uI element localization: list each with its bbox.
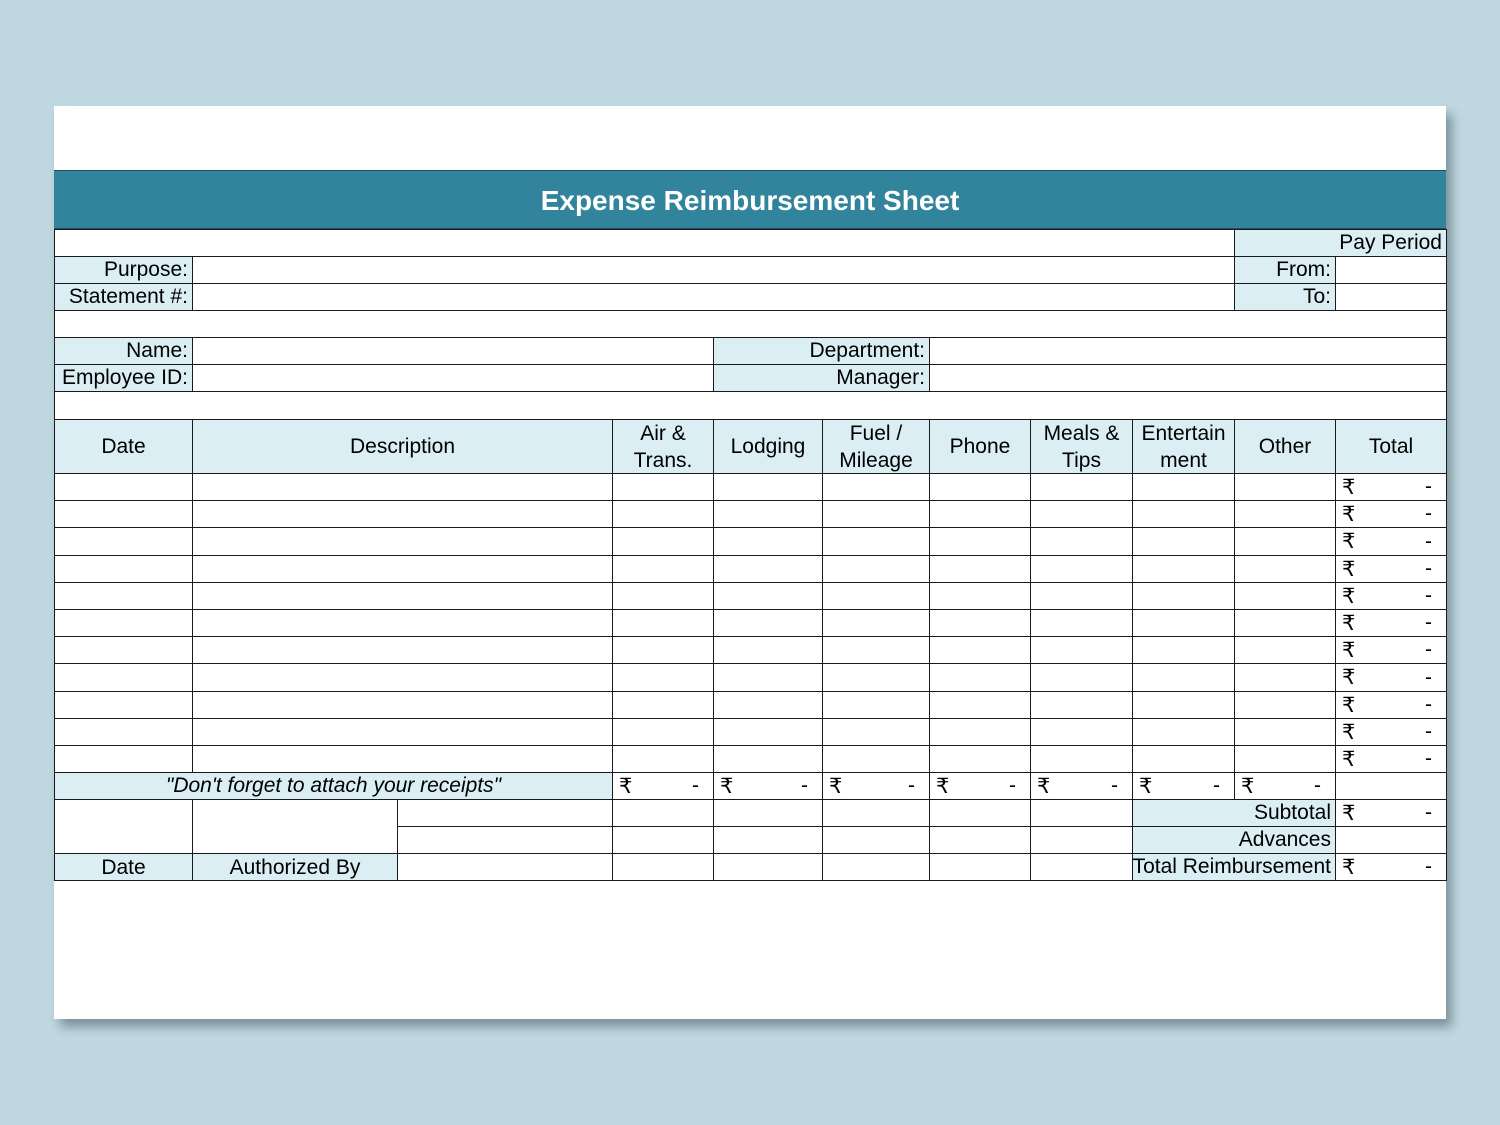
currency-symbol: ₹ xyxy=(619,774,633,798)
table-cell-air-trans[interactable] xyxy=(612,555,714,583)
table-cell-meals-tips[interactable] xyxy=(1030,609,1133,637)
currency-symbol: ₹ xyxy=(1342,557,1356,581)
table-cell-entertainment[interactable] xyxy=(1132,609,1235,637)
column-total-lodging xyxy=(713,772,823,800)
table-cell-meals-tips[interactable] xyxy=(1030,555,1133,583)
table-cell-air-trans[interactable] xyxy=(612,527,714,556)
blank-cell xyxy=(822,853,930,881)
table-cell-lodging[interactable] xyxy=(713,718,823,746)
table-cell-meals-tips[interactable] xyxy=(1030,636,1133,664)
table-cell-entertainment[interactable] xyxy=(1132,473,1235,501)
table-cell-date[interactable] xyxy=(54,718,193,746)
column-header-lodging: Lodging xyxy=(713,419,823,474)
amount-value: - xyxy=(692,774,699,797)
table-cell-meals-tips[interactable] xyxy=(1030,500,1133,528)
blank-row xyxy=(54,391,1447,420)
table-cell-other[interactable] xyxy=(1234,500,1336,528)
row-total-cell xyxy=(1335,636,1447,664)
row-total-cell xyxy=(1335,582,1447,610)
sheet-title: Expense Reimbursement Sheet xyxy=(54,170,1446,229)
table-cell-fuel-mileage[interactable] xyxy=(822,636,930,664)
currency-symbol: ₹ xyxy=(936,774,950,798)
table-cell-meals-tips[interactable] xyxy=(1030,745,1133,773)
to-field[interactable] xyxy=(1335,283,1447,311)
amount-value: - xyxy=(1314,774,1321,797)
column-total-fuel-mileage xyxy=(822,772,930,800)
currency-symbol: ₹ xyxy=(1342,747,1356,771)
blank-row xyxy=(54,310,1447,338)
currency-symbol: ₹ xyxy=(1342,502,1356,526)
blank-cell xyxy=(822,799,930,827)
column-total-other xyxy=(1234,772,1336,800)
column-total-air-trans xyxy=(612,772,714,800)
table-cell-date[interactable] xyxy=(54,745,193,773)
table-cell-air-trans[interactable] xyxy=(612,691,714,719)
amount-value: - xyxy=(1425,801,1432,824)
currency-symbol: ₹ xyxy=(829,774,843,798)
table-cell-entertainment[interactable] xyxy=(1132,636,1235,664)
table-cell-date[interactable] xyxy=(54,473,193,501)
table-cell-description[interactable] xyxy=(192,527,613,556)
column-header-entertainment: Entertain ment xyxy=(1132,419,1235,474)
table-cell-date[interactable] xyxy=(54,582,193,610)
column-total-entertainment xyxy=(1132,772,1235,800)
table-cell-air-trans[interactable] xyxy=(612,582,714,610)
row-total-cell xyxy=(1335,691,1447,719)
name-label: Name: xyxy=(54,337,193,365)
table-cell-other[interactable] xyxy=(1234,718,1336,746)
table-cell-lodging[interactable] xyxy=(713,663,823,692)
blank-cell xyxy=(612,799,714,827)
employee-id-label: Employee ID: xyxy=(54,364,193,392)
blank-cell xyxy=(713,853,823,881)
table-cell-description[interactable] xyxy=(192,555,613,583)
currency-symbol: ₹ xyxy=(1342,475,1356,499)
table-cell-fuel-mileage[interactable] xyxy=(822,691,930,719)
table-cell-date[interactable] xyxy=(54,636,193,664)
amount-value: - xyxy=(1425,475,1432,498)
column-header-phone: Phone xyxy=(929,419,1031,474)
table-cell-air-trans[interactable] xyxy=(612,473,714,501)
blank-row xyxy=(54,229,1235,257)
table-cell-entertainment[interactable] xyxy=(1132,718,1235,746)
currency-symbol: ₹ xyxy=(1342,855,1356,879)
column-header-date: Date xyxy=(54,419,193,474)
table-cell-meals-tips[interactable] xyxy=(1030,527,1133,556)
table-cell-entertainment[interactable] xyxy=(1132,691,1235,719)
table-cell-phone[interactable] xyxy=(929,718,1031,746)
currency-symbol: ₹ xyxy=(720,774,734,798)
table-cell-description[interactable] xyxy=(192,609,613,637)
row-total-cell xyxy=(1335,609,1447,637)
amount-value: - xyxy=(1425,747,1432,770)
table-cell-phone[interactable] xyxy=(929,473,1031,501)
receipts-note: "Don't forget to attach your receipts" xyxy=(54,772,613,800)
table-cell-entertainment[interactable] xyxy=(1132,582,1235,610)
subtotal-label: Subtotal xyxy=(1132,799,1336,827)
amount-value: - xyxy=(1009,774,1016,797)
currency-symbol: ₹ xyxy=(1037,774,1051,798)
currency-symbol: ₹ xyxy=(1139,774,1153,798)
table-cell-other[interactable] xyxy=(1234,609,1336,637)
table-cell-description[interactable] xyxy=(192,582,613,610)
currency-symbol: ₹ xyxy=(1342,720,1356,744)
authorized-by-label: Authorized By xyxy=(192,853,398,881)
row-total-cell xyxy=(1335,745,1447,773)
table-cell-air-trans[interactable] xyxy=(612,609,714,637)
table-cell-lodging[interactable] xyxy=(713,582,823,610)
subtotal-value xyxy=(1335,799,1447,827)
row-total-cell xyxy=(1335,473,1447,501)
blank-cell xyxy=(1030,799,1133,827)
amount-value: - xyxy=(1425,665,1432,689)
table-cell-fuel-mileage[interactable] xyxy=(822,663,930,692)
amount-value: - xyxy=(1425,529,1432,553)
table-cell-other[interactable] xyxy=(1234,527,1336,556)
table-cell-other[interactable] xyxy=(1234,663,1336,692)
table-cell-description[interactable] xyxy=(192,718,613,746)
name-field[interactable] xyxy=(192,337,714,365)
row-total-cell xyxy=(1335,500,1447,528)
blank-cell xyxy=(929,853,1031,881)
amount-value: - xyxy=(1425,855,1432,878)
amount-value: - xyxy=(1425,557,1432,580)
table-cell-phone[interactable] xyxy=(929,663,1031,692)
blank-cell xyxy=(929,799,1031,827)
table-cell-lodging[interactable] xyxy=(713,527,823,556)
pay-period-label: Pay Period xyxy=(1234,229,1447,257)
table-cell-phone[interactable] xyxy=(929,582,1031,610)
date-label: Date xyxy=(54,853,193,881)
authorized-sign-field[interactable] xyxy=(192,799,398,854)
blank-cell xyxy=(397,799,613,827)
amount-value: - xyxy=(1425,584,1432,607)
statement-label: Statement #: xyxy=(54,283,193,311)
table-cell-phone[interactable] xyxy=(929,555,1031,583)
column-total-meals-tips xyxy=(1030,772,1133,800)
table-cell-air-trans[interactable] xyxy=(612,636,714,664)
blank-cell xyxy=(713,799,823,827)
advances-field[interactable] xyxy=(1335,826,1447,854)
amount-value: - xyxy=(1425,502,1432,525)
amount-value: - xyxy=(1425,720,1432,743)
table-cell-other[interactable] xyxy=(1234,745,1336,773)
purpose-label: Purpose: xyxy=(54,256,193,284)
row-total-cell xyxy=(1335,527,1447,556)
table-cell-air-trans[interactable] xyxy=(612,500,714,528)
blank-cell xyxy=(397,826,613,854)
row-total-cell xyxy=(1335,555,1447,583)
table-cell-description[interactable] xyxy=(192,691,613,719)
amount-value: - xyxy=(1111,774,1118,797)
table-cell-date[interactable] xyxy=(54,663,193,692)
table-cell-other[interactable] xyxy=(1234,473,1336,501)
currency-symbol: ₹ xyxy=(1342,530,1356,553)
column-header-fuel-mileage: Fuel / Mileage xyxy=(822,419,930,474)
expense-sheet xyxy=(54,106,1446,1019)
table-cell-description[interactable] xyxy=(192,473,613,501)
total-reimbursement-label: Total Reimbursement xyxy=(1132,853,1336,881)
table-cell-date[interactable] xyxy=(54,555,193,583)
date-sign-field[interactable] xyxy=(54,799,193,854)
table-cell-other[interactable] xyxy=(1234,555,1336,583)
table-cell-date[interactable] xyxy=(54,609,193,637)
column-total-phone xyxy=(929,772,1031,800)
table-cell-entertainment[interactable] xyxy=(1132,555,1235,583)
amount-value: - xyxy=(1213,774,1220,797)
blank-cell xyxy=(1335,772,1447,800)
column-header-air-trans: Air & Trans. xyxy=(612,419,714,474)
column-header-other: Other xyxy=(1234,419,1336,474)
blank-cell xyxy=(397,853,613,881)
column-header-total: Total xyxy=(1335,419,1447,474)
manager-field[interactable] xyxy=(929,364,1447,392)
currency-symbol: ₹ xyxy=(1241,774,1255,798)
table-cell-lodging[interactable] xyxy=(713,609,823,637)
purpose-field[interactable] xyxy=(192,256,1235,284)
table-cell-entertainment[interactable] xyxy=(1132,745,1235,773)
table-cell-fuel-mileage[interactable] xyxy=(822,527,930,556)
table-cell-meals-tips[interactable] xyxy=(1030,582,1133,610)
table-cell-lodging[interactable] xyxy=(713,555,823,583)
amount-value: - xyxy=(1425,638,1432,661)
currency-symbol: ₹ xyxy=(1342,801,1356,825)
table-cell-meals-tips[interactable] xyxy=(1030,663,1133,692)
table-cell-fuel-mileage[interactable] xyxy=(822,609,930,637)
table-cell-other[interactable] xyxy=(1234,582,1336,610)
document-page xyxy=(54,106,1446,1019)
row-total-cell xyxy=(1335,663,1447,692)
table-cell-description[interactable] xyxy=(192,500,613,528)
blank-cell xyxy=(822,826,930,854)
from-field[interactable] xyxy=(1335,256,1447,284)
currency-symbol: ₹ xyxy=(1342,638,1356,662)
table-cell-date[interactable] xyxy=(54,500,193,528)
column-header-description: Description xyxy=(192,419,613,474)
amount-value: - xyxy=(801,774,808,797)
table-cell-other[interactable] xyxy=(1234,636,1336,664)
department-label: Department: xyxy=(713,337,930,365)
table-cell-air-trans[interactable] xyxy=(612,718,714,746)
table-cell-lodging[interactable] xyxy=(713,636,823,664)
currency-symbol: ₹ xyxy=(1342,666,1356,689)
table-cell-description[interactable] xyxy=(192,663,613,692)
table-cell-date[interactable] xyxy=(54,527,193,556)
table-cell-phone[interactable] xyxy=(929,609,1031,637)
currency-symbol: ₹ xyxy=(1342,584,1356,608)
blank-cell xyxy=(713,826,823,854)
advances-label: Advances xyxy=(1132,826,1336,854)
blank-cell xyxy=(612,826,714,854)
table-cell-description[interactable] xyxy=(192,745,613,773)
table-cell-date[interactable] xyxy=(54,691,193,719)
table-cell-entertainment[interactable] xyxy=(1132,500,1235,528)
department-field[interactable] xyxy=(929,337,1447,365)
table-cell-phone[interactable] xyxy=(929,691,1031,719)
table-cell-phone[interactable] xyxy=(929,500,1031,528)
table-cell-air-trans[interactable] xyxy=(612,663,714,692)
table-cell-fuel-mileage[interactable] xyxy=(822,582,930,610)
to-label: To: xyxy=(1234,283,1336,311)
table-cell-fuel-mileage[interactable] xyxy=(822,473,930,501)
table-cell-fuel-mileage[interactable] xyxy=(822,745,930,773)
table-cell-lodging[interactable] xyxy=(713,691,823,719)
table-cell-lodging[interactable] xyxy=(713,745,823,773)
blank-cell xyxy=(929,826,1031,854)
currency-symbol: ₹ xyxy=(1342,611,1356,635)
employee-id-field[interactable] xyxy=(192,364,714,392)
column-header-meals-tips: Meals & Tips xyxy=(1030,419,1133,474)
table-cell-phone[interactable] xyxy=(929,636,1031,664)
amount-value: - xyxy=(1425,693,1432,716)
amount-value: - xyxy=(1425,611,1432,634)
row-total-cell xyxy=(1335,718,1447,746)
table-cell-lodging[interactable] xyxy=(713,473,823,501)
table-cell-entertainment[interactable] xyxy=(1132,527,1235,556)
table-cell-phone[interactable] xyxy=(929,527,1031,556)
table-cell-fuel-mileage[interactable] xyxy=(822,718,930,746)
table-cell-entertainment[interactable] xyxy=(1132,663,1235,692)
table-cell-lodging[interactable] xyxy=(713,500,823,528)
blank-cell xyxy=(1030,826,1133,854)
currency-symbol: ₹ xyxy=(1342,693,1356,717)
from-label: From: xyxy=(1234,256,1336,284)
table-cell-meals-tips[interactable] xyxy=(1030,718,1133,746)
table-cell-meals-tips[interactable] xyxy=(1030,691,1133,719)
statement-field[interactable] xyxy=(192,283,1235,311)
table-cell-phone[interactable] xyxy=(929,745,1031,773)
blank-cell xyxy=(612,853,714,881)
blank-cell xyxy=(1030,853,1133,881)
amount-value: - xyxy=(908,774,915,797)
table-cell-fuel-mileage[interactable] xyxy=(822,500,930,528)
table-cell-description[interactable] xyxy=(192,636,613,664)
total-reimbursement-value xyxy=(1335,853,1447,881)
manager-label: Manager: xyxy=(713,364,930,392)
table-cell-fuel-mileage[interactable] xyxy=(822,555,930,583)
table-cell-air-trans[interactable] xyxy=(612,745,714,773)
table-cell-meals-tips[interactable] xyxy=(1030,473,1133,501)
table-cell-other[interactable] xyxy=(1234,691,1336,719)
